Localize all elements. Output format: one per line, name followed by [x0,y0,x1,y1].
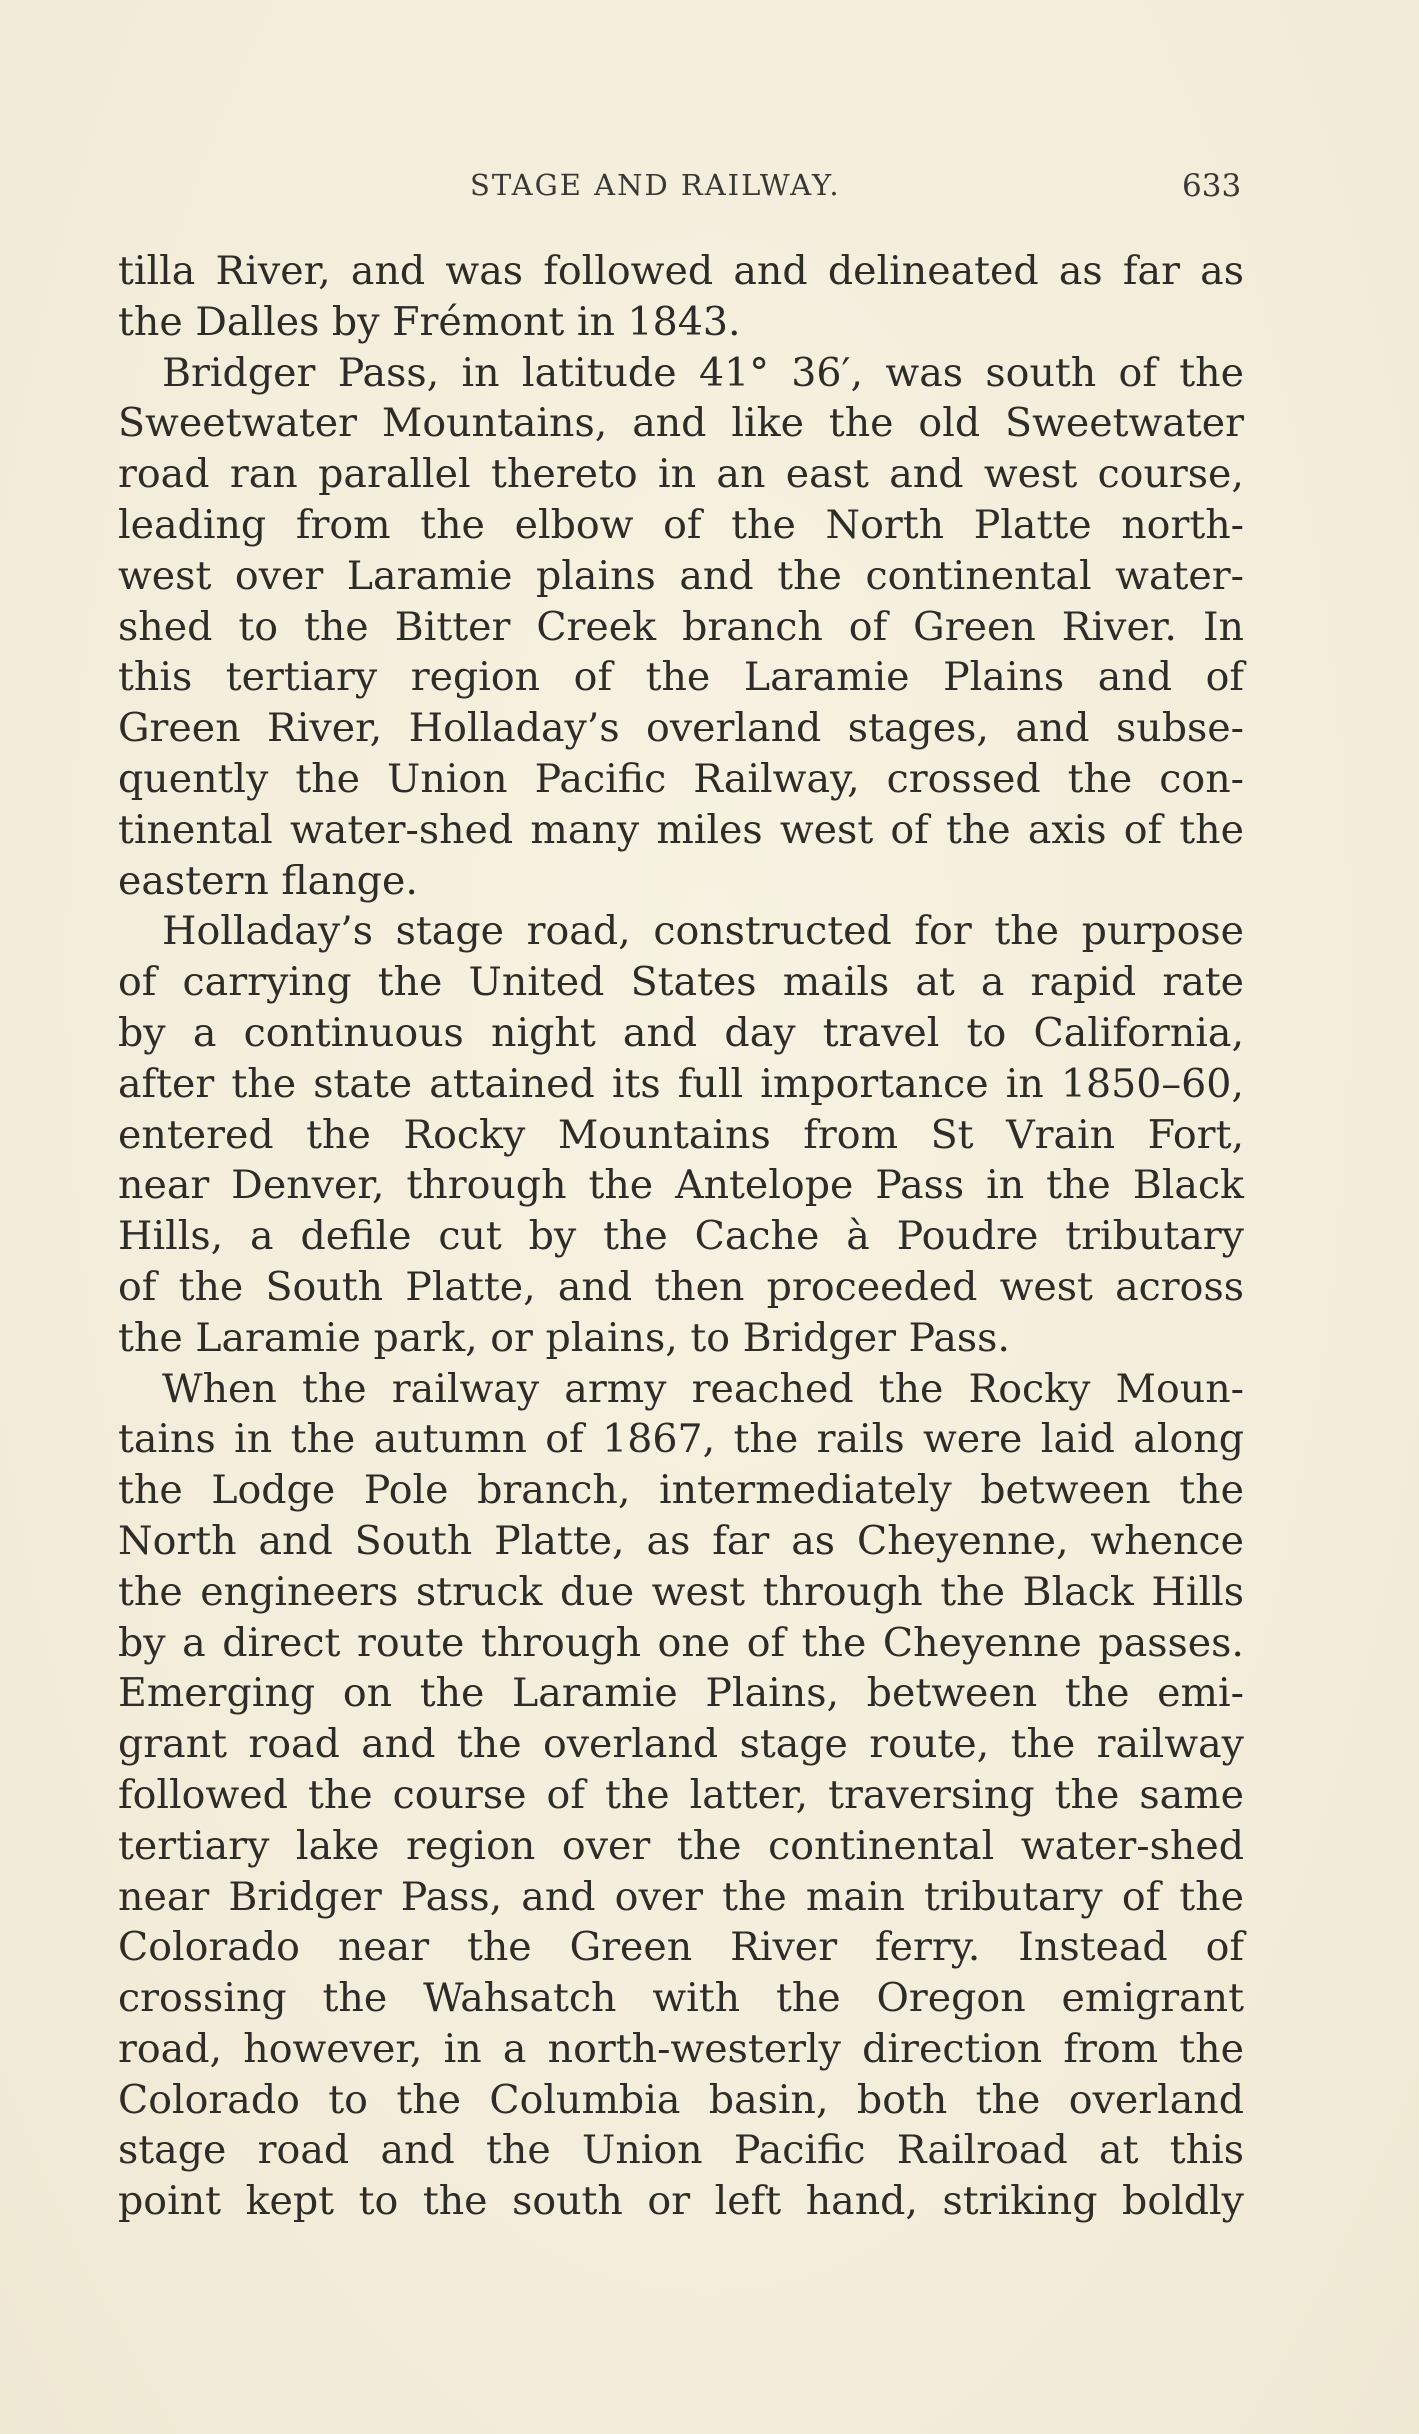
text-line: after the state attained its full importance in 1850–60, [118,1060,1244,1107]
text-line: quently the Union Pacific Railway, crossed the con- [118,755,1244,802]
text-line: shed to the Bitter Creek branch of Green River. In [118,603,1244,650]
page-number: 633 [1182,168,1242,204]
body-text [118,246,1244,2227]
text-line: tains in the autumn of 1867, the rails were laid along [118,1416,1244,1463]
paragraph-first-line: Holladay’s stage road, constructed for the purpose [162,908,1244,955]
text-line: of carrying the United States mails at a rapid rate [118,959,1244,1006]
text-line: Hills, a defile cut by the Cache à Poudre tributary [118,1213,1244,1260]
paragraph-first-line: Bridger Pass, in latitude 41° 36′, was south of the [162,349,1244,396]
text-line: point kept to the south or left hand, striking boldly [118,2178,1244,2225]
text-line: crossing the Wahsatch with the Oregon emigrant [118,1975,1244,2022]
text-line: Emerging on the Laramie Plains, between the emi- [118,1670,1244,1717]
text-line: of the South Platte, and then proceeded west across [118,1263,1244,1310]
text-line: entered the Rocky Mountains from St Vrain Fort, [118,1111,1244,1158]
text-line: Green River, Holladay’s overland stages, and subse- [118,705,1244,752]
text-line: Sweetwater Mountains, and like the old Sweetwater [118,400,1244,447]
text-line: Colorado near the Green River ferry. Instead of [118,1924,1244,1971]
text-line: leading from the elbow of the North Platte north- [118,501,1244,548]
text-line: grant road and the overland stage route, the railway [118,1721,1244,1768]
text-line: this tertiary region of the Laramie Plains and of [118,654,1244,701]
paragraph-first-line: When the railway army reached the Rocky Moun- [162,1365,1244,1412]
text-line: the Dalles by Frémont in 1843. [118,298,741,345]
text-line: by a continuous night and day travel to California, [118,1009,1244,1056]
text-line: followed the course of the latter, traversing the same [118,1771,1244,1818]
text-line: tinental water-shed many miles west of the axis of the [118,806,1244,853]
text-line: road, however, in a north-westerly direction from the [118,2025,1244,2072]
running-head: STAGE AND RAILWAY. [470,168,841,202]
text-line: the engineers struck due west through the Black Hills [118,1568,1244,1615]
text-line: by a direct route through one of the Cheyenne passes. [118,1619,1244,1666]
text-line: the Lodge Pole branch, intermediately between the [118,1467,1244,1514]
text-line: tertiary lake region over the continental water-shed [118,1822,1244,1869]
text-line: near Denver, through the Antelope Pass in the Black [118,1162,1244,1209]
text-line: the Laramie park, or plains, to Bridger Pass. [118,1314,1010,1361]
text-line: road ran parallel thereto in an east and west course, [118,451,1244,498]
text-line: Colorado to the Columbia basin, both the overland [118,2076,1244,2123]
text-line: tilla River, and was followed and delineated as far as [118,248,1244,294]
text-line: west over Laramie plains and the continental water- [118,552,1244,599]
text-line: North and South Platte, as far as Cheyenne, whence [118,1517,1244,1564]
text-line: eastern flange. [118,857,418,904]
text-line: near Bridger Pass, and over the main tributary of the [118,1873,1244,1920]
text-line: stage road and the Union Pacific Railroad at this [118,2127,1244,2174]
